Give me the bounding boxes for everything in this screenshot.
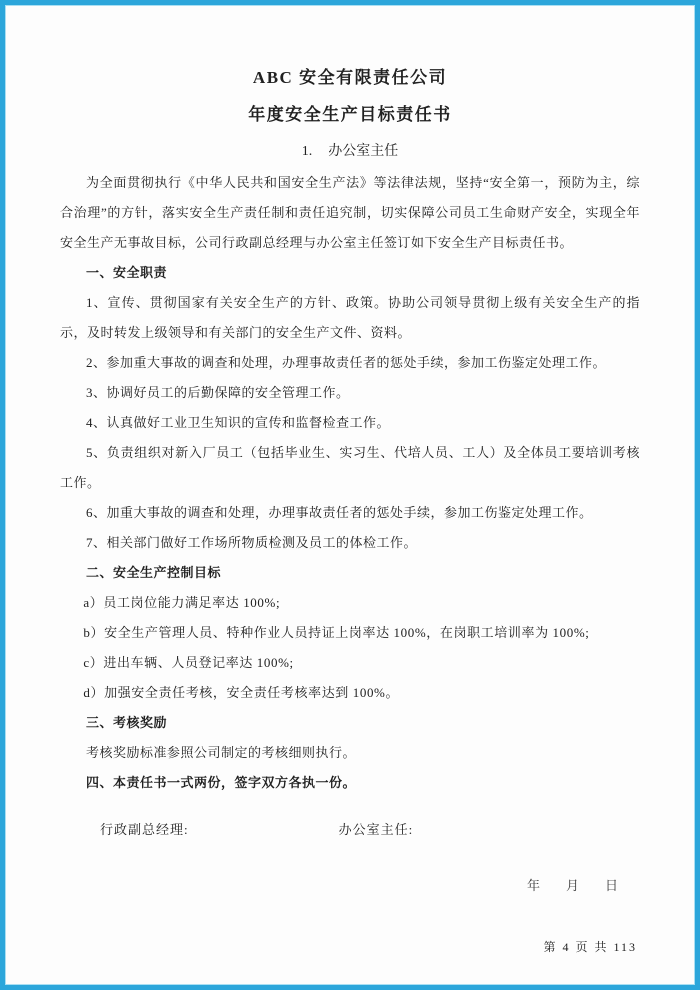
list-item: 1、宣传、贯彻国家有关安全生产的方针、政策。协助公司领导贯彻上级有关安全生产的指示，及时转发上级领导和有关部门的安全生产文件、资料。: [60, 295, 640, 340]
document-title: ABC 安全有限责任公司: [252, 68, 448, 87]
list-item: 3、协调好员工的后勤保障的安全管理工作。: [86, 385, 350, 400]
list-item: b）安全生产管理人员、特种作业人员持证上岗率达 100%，在岗职工培训率为 100%;: [83, 625, 590, 640]
date-line: 年 月 日: [526, 878, 618, 893]
section4-heading: 四、本责任书一式两份，签字双方各执一份。: [86, 775, 357, 790]
section3-heading: 三、考核奖励: [86, 715, 168, 730]
list-item: 6、加重大事故的调查和处理，办理事故责任者的惩处手续，参加工伤鉴定处理工作。: [86, 505, 593, 520]
signature-label-office-director: 办公室主任:: [338, 822, 414, 837]
section3-body: 考核奖励标准参照公司制定的考核细则执行。: [86, 745, 357, 760]
section2-heading: 二、安全生产控制目标: [86, 565, 222, 580]
list-item: a）员工岗位能力满足率达 100%;: [83, 595, 281, 610]
section1-heading: 一、安全职责: [86, 265, 168, 280]
list-item: 2、参加重大事故的调查和处理，办理事故责任者的惩处手续，参加工伤鉴定处理工作。: [86, 355, 607, 370]
list-item: 4、认真做好工业卫生知识的宣传和监督检查工作。: [86, 415, 391, 430]
list-item: 5、负责组织对新入厂员工（包括毕业生、实习生、代培人员、工人）及全体员工要培训考核工作。: [60, 445, 640, 490]
list-item: d）加强安全责任考核，安全责任考核率达到 100%。: [83, 685, 400, 700]
list-item: 7、相关部门做好工作场所物质检测及员工的体检工作。: [86, 535, 418, 550]
chapter-title: 办公室主任: [328, 144, 399, 159]
chapter-heading: [60, 141, 640, 163]
page-footer: 第 4 页 共 113: [543, 940, 637, 954]
target-list: [60, 588, 640, 708]
signature-row: [60, 818, 640, 842]
intro-paragraph: 为全面贯彻执行《中华人民共和国安全生产法》等法律法规，坚持“安全第一，预防为主，综合治理”的方针，落实安全生产责任制和责任追究制，切实保障公司员工生命财产安全，实现全年安全生产无事故目标，公司行政副总经理与办公室主任签订如下安全生产目标责任书。: [60, 175, 640, 250]
list-item: c）进出车辆、人员登记率达 100%;: [83, 655, 294, 670]
document-content: [5, 5, 695, 898]
duty-list: [60, 288, 640, 558]
chapter-number: 1.: [301, 144, 313, 159]
document-subtitle: 年度安全生产目标责任书: [248, 105, 452, 124]
signature-label-deputy-gm: 行政副总经理:: [100, 822, 189, 837]
